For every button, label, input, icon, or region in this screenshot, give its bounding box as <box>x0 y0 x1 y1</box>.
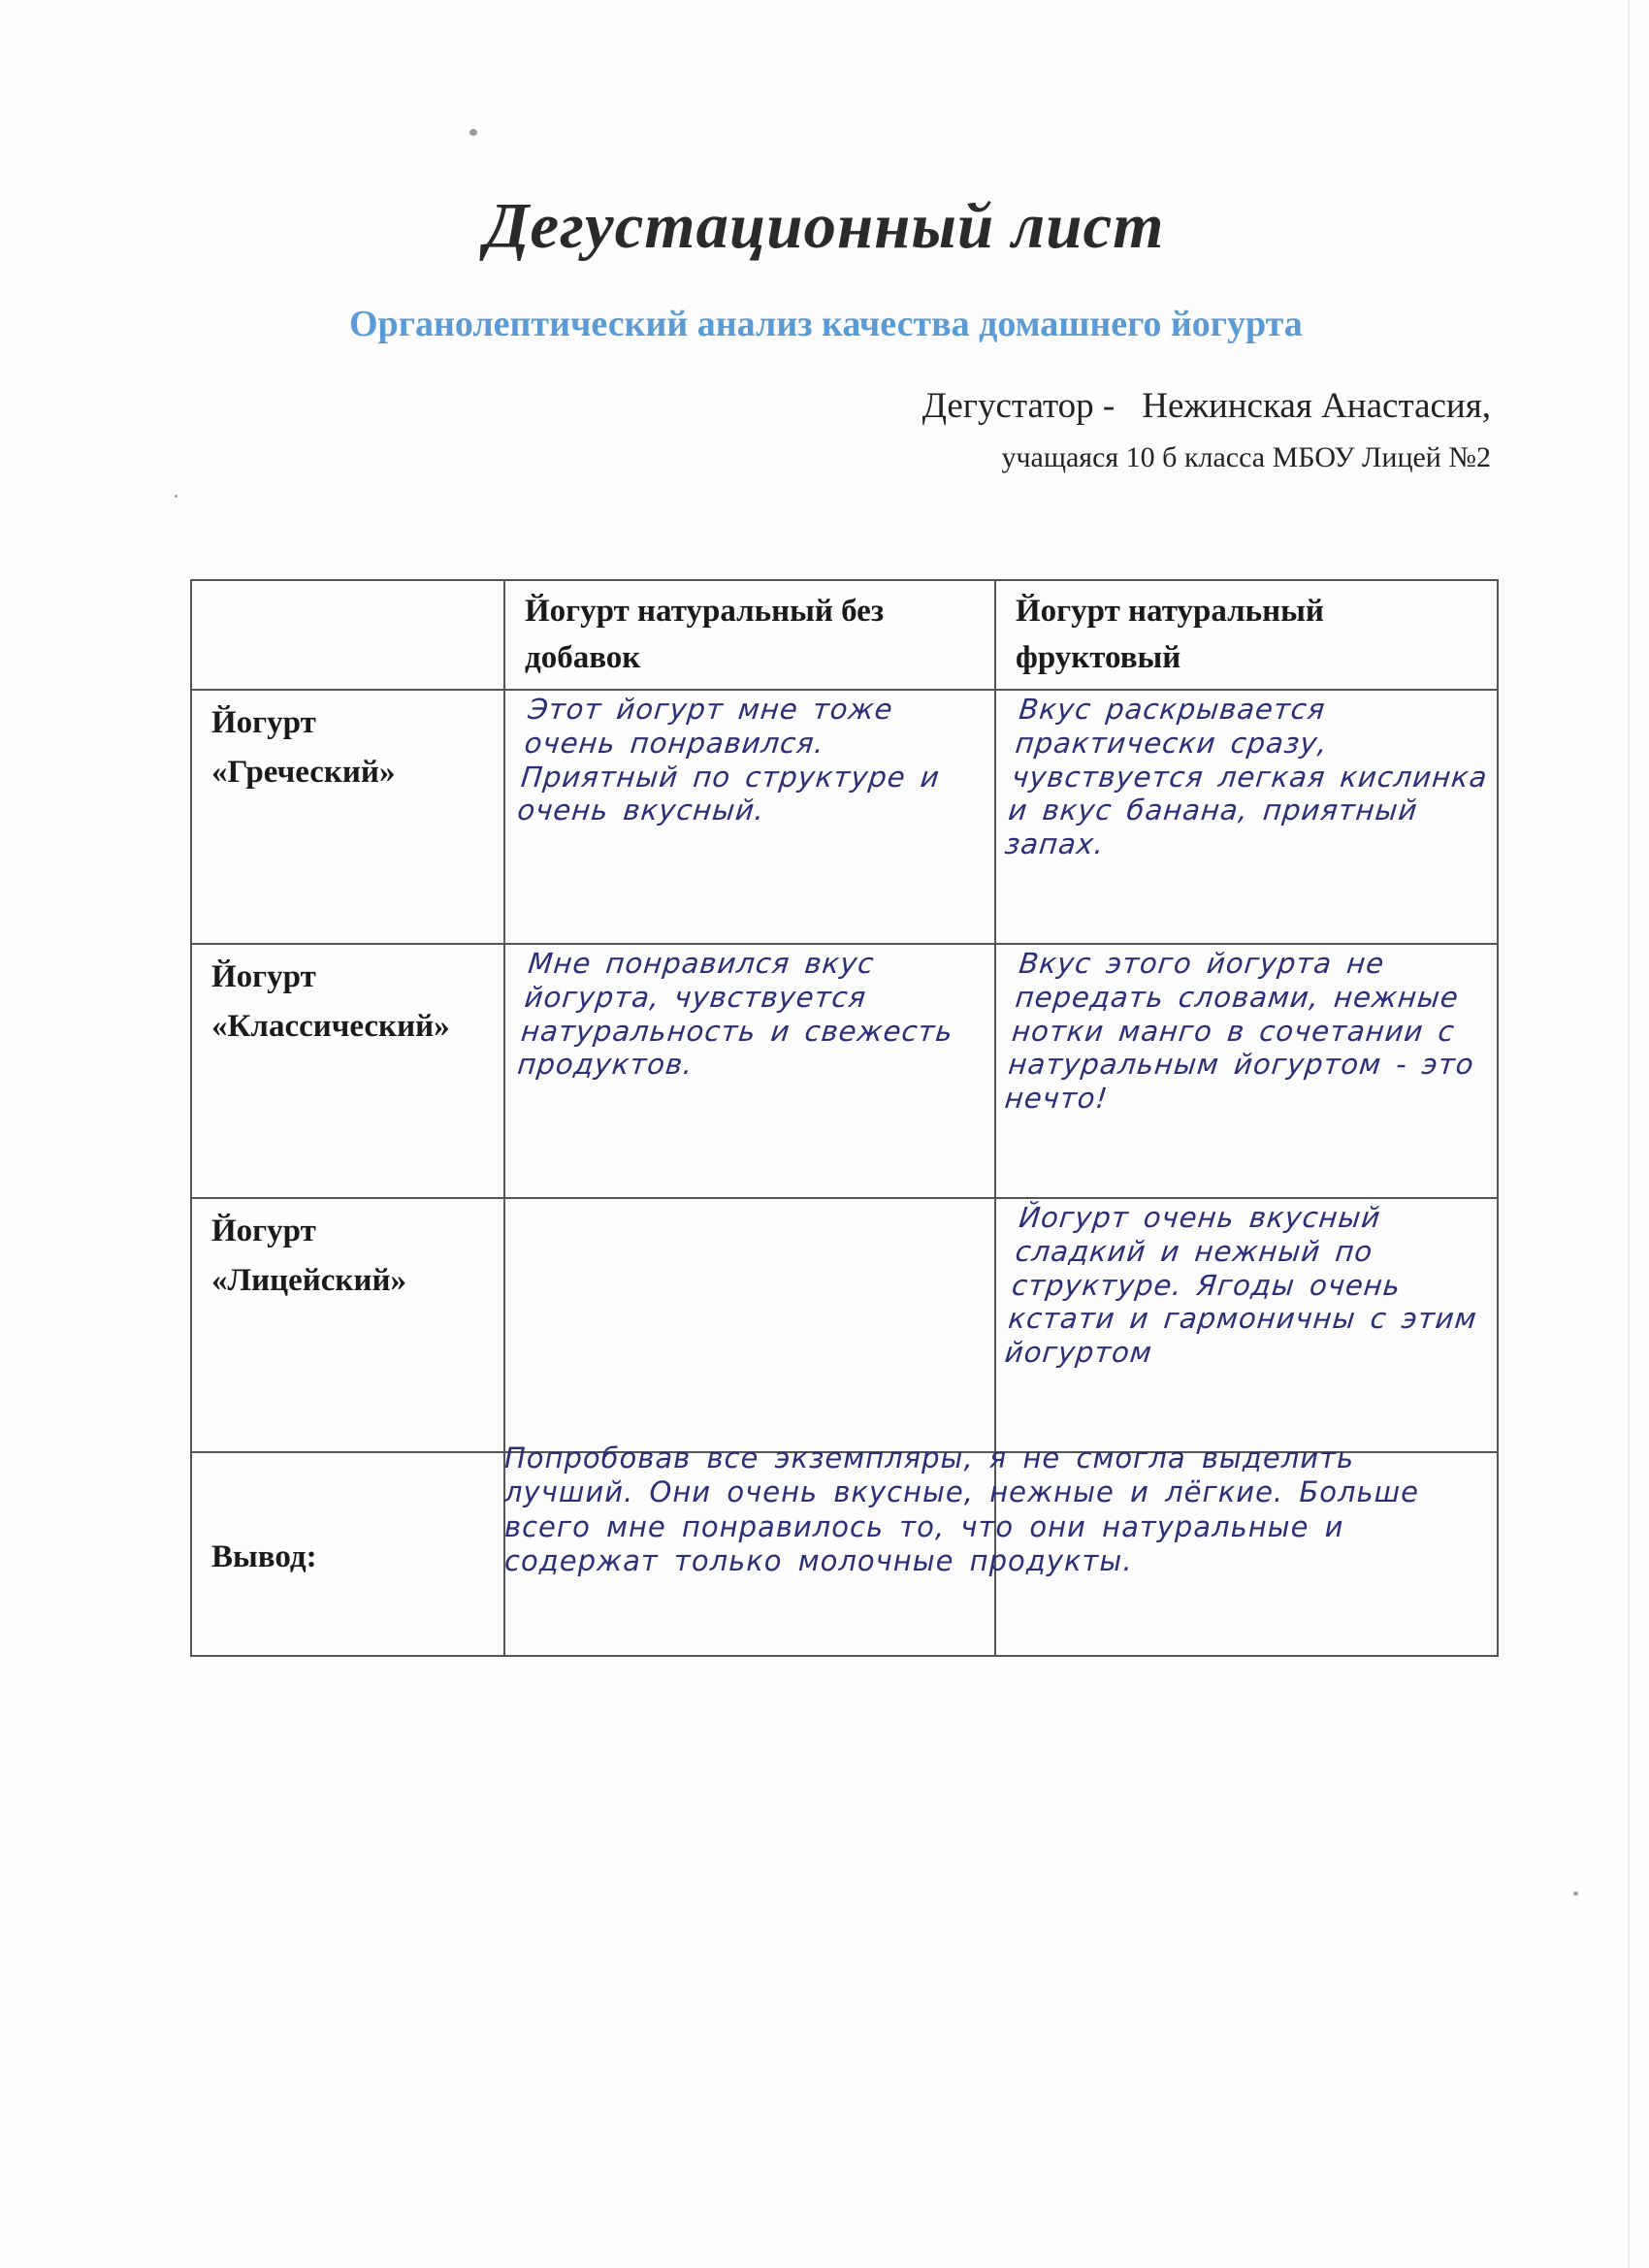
handwritten-cell-classic-natural: Мне понравился вкус йогурта, чувствуется натуральность и свежесть продуктов. <box>491 944 1009 1198</box>
table-row-classic <box>191 944 1498 1198</box>
document-subtitle: Органолептический анализ качества домашнего йогурта <box>349 304 1303 344</box>
taster-label: Дегустатор - <box>922 386 1116 426</box>
row-label-greek: Йогурт «Греческий» <box>191 690 504 944</box>
handwritten-conclusion: Попробовав все экземпляры, я не смогла выделить лучший. Они очень вкусные, нежные и лёгкие. Больше всего мне понравилось то, что они натуральные и содержат только молочные продукты. <box>504 1442 1419 1578</box>
scan-speck <box>175 495 178 498</box>
scan-speck <box>1573 1892 1578 1895</box>
taster-info: учащаяся 10 б класса МБОУ Лицей №2 <box>1001 441 1491 473</box>
scan-edge <box>1628 0 1630 2268</box>
scan-speck <box>469 129 477 136</box>
handwritten-cell-lyceum-fruit: Йогурт очень вкусный сладкий и нежный по структуре. Ягоды очень кстати и гармоничны с этим йогуртом <box>982 1198 1511 1452</box>
taster-name: Нежинская Анастасия, <box>1142 386 1491 426</box>
handwritten-cell-greek-fruit: Вкус раскрывается практически сразу, чувствуется легкая кислинка и вкус банана, приятный запах. <box>982 690 1511 944</box>
document-title: Дегустационный лист <box>484 190 1165 262</box>
handwritten-cell-classic-fruit: Вкус этого йогурта не передать словами, нежные нотки манго в сочетании с натуральным йогуртом - это нечто! <box>982 944 1511 1198</box>
table-row-lyceum <box>191 1198 1498 1452</box>
taster-line <box>922 385 1491 427</box>
header-cell-fruit: Йогурт натуральный фруктовый <box>995 580 1498 690</box>
handwritten-cell-lyceum-natural <box>491 1198 1009 1452</box>
row-label-classic: Йогурт «Классический» <box>191 944 504 1198</box>
table-header-row <box>191 580 1498 690</box>
conclusion-label: Вывод: <box>191 1452 504 1656</box>
handwritten-cell-greek-natural: Этот йогурт мне тоже очень понравился. Приятный по структуре и очень вкусный. <box>491 690 1009 944</box>
table-row-greek <box>191 690 1498 944</box>
header-cell-natural: Йогурт натуральный без добавок <box>504 580 995 690</box>
row-label-lyceum: Йогурт «Лицейский» <box>191 1198 504 1452</box>
header-cell-empty <box>191 580 504 690</box>
